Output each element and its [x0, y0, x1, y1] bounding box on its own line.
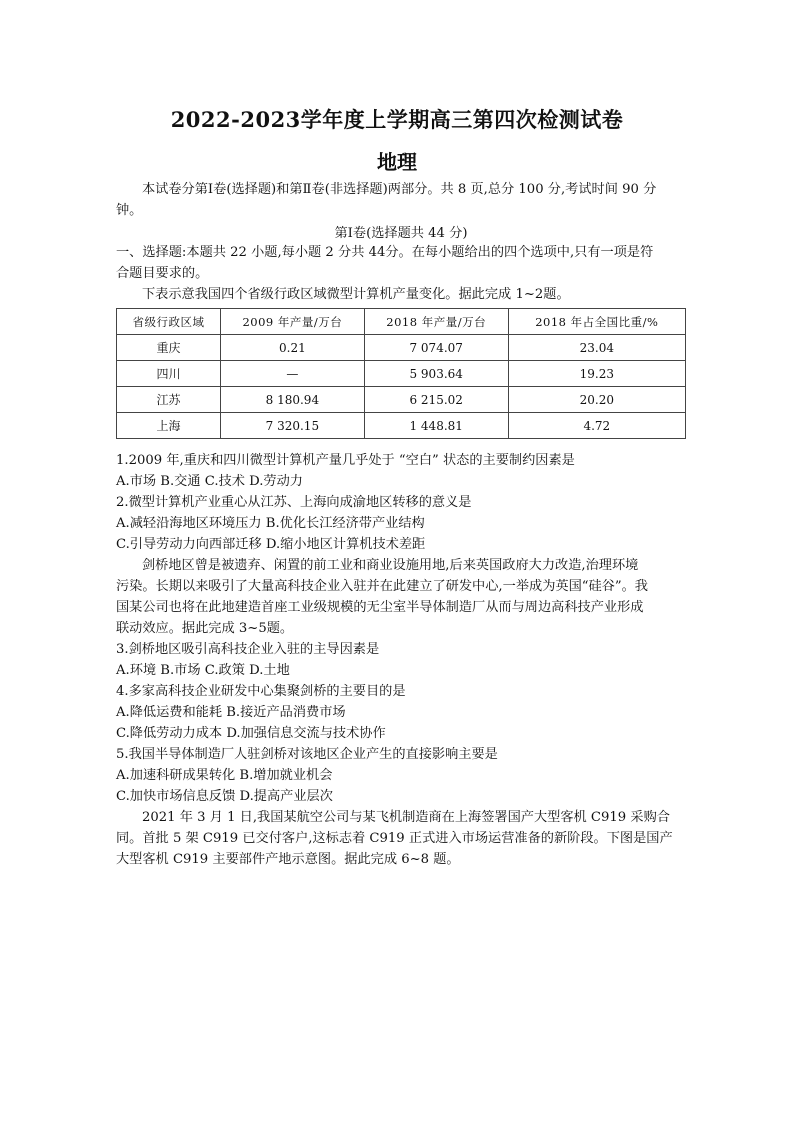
question-2-options: C.引导劳动力向西部迁移 D.缩小地区计算机技术差距 [116, 537, 426, 552]
question-4: 4.多家高科技企业研发中心集聚剑桥的主要目的是 [116, 684, 406, 699]
table-cell: 20.20 [508, 387, 685, 413]
passage-line: 剑桥地区曾是被遗弃、闲置的前工业和商业设施用地,后来英国政府大力改造,治理环境 [142, 558, 639, 573]
question-4-options: C.降低劳动力成本 D.加强信息交流与技术协作 [116, 726, 386, 741]
question-5: 5.我国半导体制造厂人驻剑桥对该地区企业产生的直接影响主要是 [116, 747, 498, 762]
question-2: 2.微型计算机产业重心从江苏、上海向成渝地区转移的意义是 [116, 495, 472, 510]
table-header-row [117, 309, 686, 335]
part-one-line: 合题目要求的。 [116, 266, 209, 281]
table-row [117, 335, 686, 361]
intro-line: 钟。 [116, 203, 143, 218]
table-cell: 8 180.94 [220, 387, 364, 413]
passage-line: 同。首批 5 架 C919 已交付客户,这标志着 C919 正式进入市场运营准备的新阶段。下图是国产 [116, 831, 673, 846]
passage-line: 2021 年 3 月 1 日,我国某航空公司与某飞机制造商在上海签署国产大型客机 C919 采购合 [142, 810, 670, 825]
table-cell: 0.21 [220, 335, 364, 361]
table-header: 2018 年占全国比重/% [508, 309, 685, 335]
question-5-options: A.加速科研成果转化 B.增加就业机会 [116, 768, 333, 783]
table-header: 2009 年产量/万台 [220, 309, 364, 335]
table-cell: 1 448.81 [364, 413, 508, 439]
table-cell: 5 903.64 [364, 361, 508, 387]
table-cell: 19.23 [508, 361, 685, 387]
question-1: 1.2009 年,重庆和四川微型计算机产量几乎处于 “空白” 状态的主要制约因素是 [116, 453, 575, 468]
question-2-options: A.减轻沿海地区环境压力 B.优化长江经济带产业结构 [116, 516, 425, 531]
section-title: 第Ⅰ卷(选择题共 44 分) [334, 226, 468, 241]
passage-line: 联动效应。据此完成 3~5题。 [116, 621, 294, 636]
passage-line: 大型客机 C919 主要部件产地示意图。据此完成 6~8 题。 [116, 852, 460, 867]
question-1-options: A.市场 B.交通 C.技术 D.劳动力 [116, 474, 303, 489]
table-header: 2018 年产量/万台 [364, 309, 508, 335]
table-header: 省级行政区域 [117, 309, 221, 335]
question-3: 3.剑桥地区吸引高科技企业入驻的主导因素是 [116, 642, 380, 657]
intro-line: 本试卷分第Ⅰ卷(选择题)和第Ⅱ卷(非选择题)两部分。共 8 页,总分 100 分,考试时间 90 分 [142, 182, 657, 197]
table-cell: 上海 [117, 413, 221, 439]
table-cell: — [220, 361, 364, 387]
table-cell: 4.72 [508, 413, 685, 439]
production-table [116, 308, 686, 439]
table-row [117, 361, 686, 387]
table-intro: 下表示意我国四个省级行政区域微型计算机产量变化。据此完成 1~2题。 [142, 287, 570, 302]
exam-title: 2022-2023学年度上学期高三第四次检测试卷 [170, 107, 624, 132]
passage-line: 国某公司也将在此地建造首座工业级规模的无尘室半导体制造厂从而与周边高科技产业形成 [116, 600, 644, 615]
question-3-options: A.环境 B.市场 C.政策 D.土地 [116, 663, 290, 678]
table-cell: 23.04 [508, 335, 685, 361]
question-4-options: A.降低运费和能耗 B.接近产品消费市场 [116, 705, 346, 720]
subject-title: 地理 [377, 150, 417, 174]
table-row [117, 413, 686, 439]
question-5-options: C.加快市场信息反馈 D.提高产业层次 [116, 789, 333, 804]
table-cell: 6 215.02 [364, 387, 508, 413]
passage-line: 污染。长期以来吸引了大量高科技企业入驻并在此建立了研发中心,一举成为英国“硅谷”。我 [116, 579, 648, 594]
table-cell: 重庆 [117, 335, 221, 361]
table-cell: 7 074.07 [364, 335, 508, 361]
table-row [117, 387, 686, 413]
table-cell: 7 320.15 [220, 413, 364, 439]
table-cell: 四川 [117, 361, 221, 387]
part-one-line: 一、选择题:本题共 22 小题,每小题 2 分共 44分。在每小题给出的四个选项中,只有一项是符 [116, 245, 654, 260]
table-cell: 江苏 [117, 387, 221, 413]
